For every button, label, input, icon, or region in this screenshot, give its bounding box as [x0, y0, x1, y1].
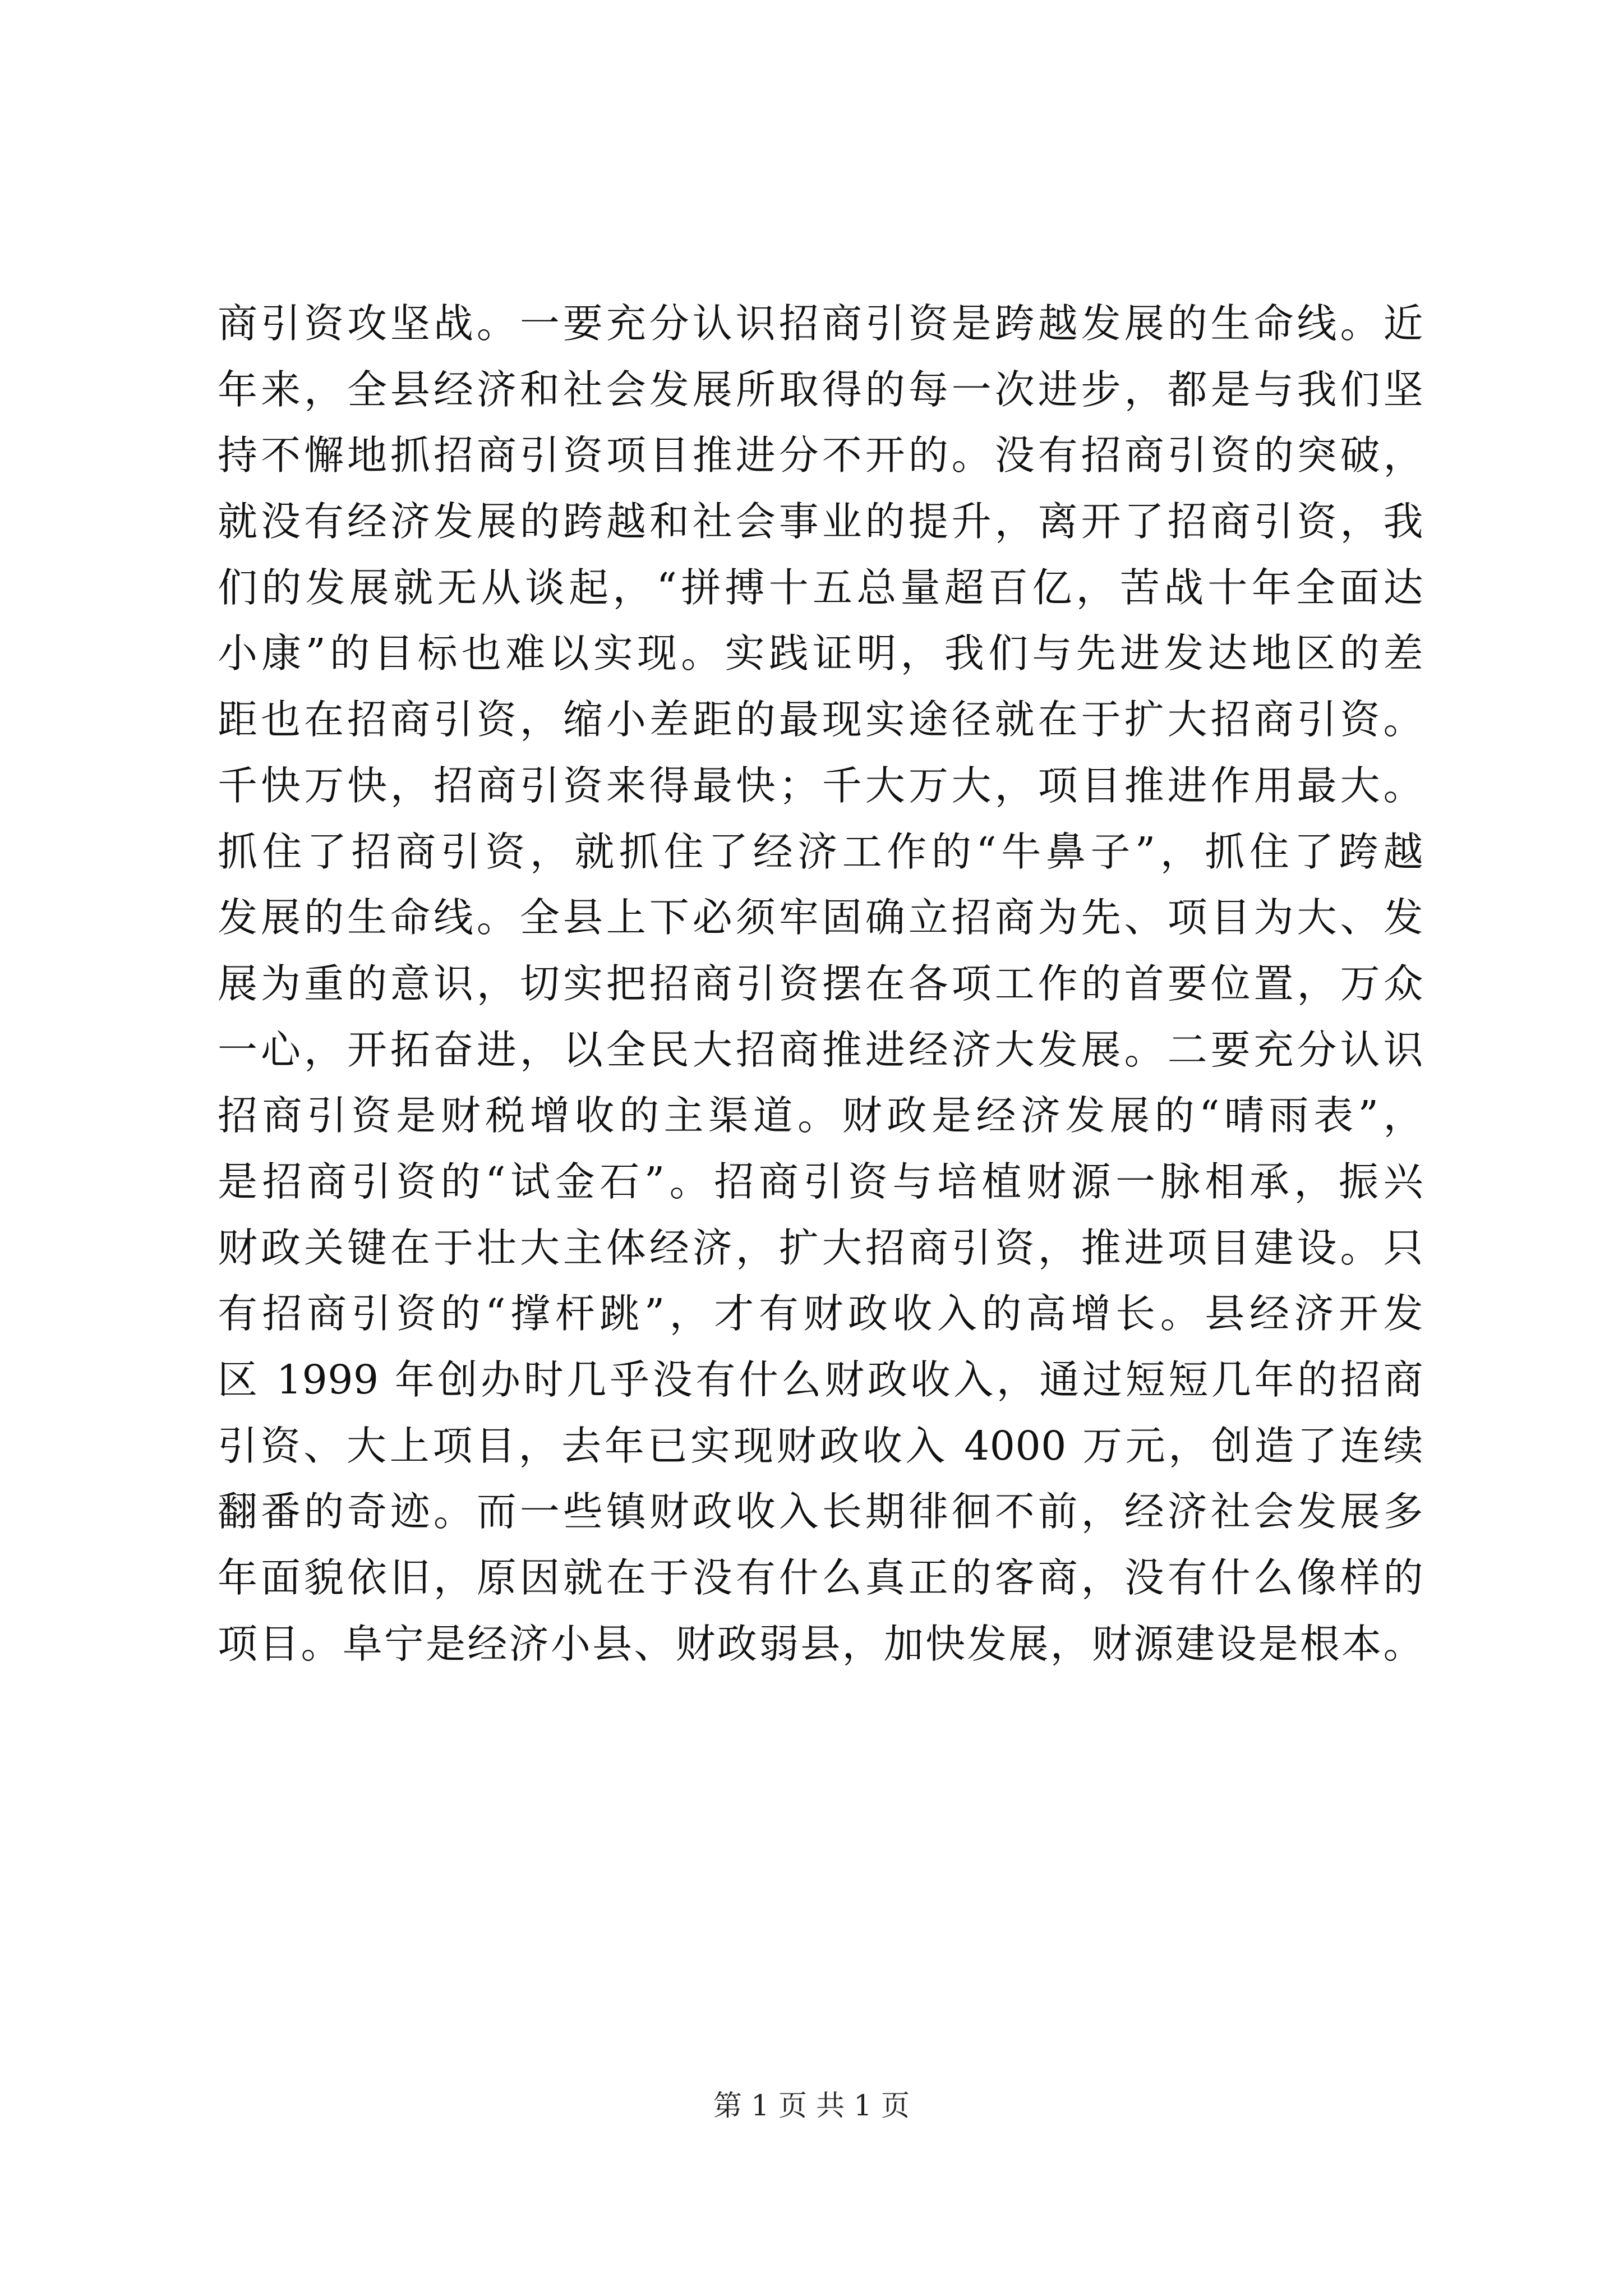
text-line: 财政关键在于壮大主体经济，扩大招商引资，推进项目建设。只	[218, 1224, 1423, 1271]
text-line: 招商引资是财税增收的主渠道。财政是经济发展的“晴雨表”，	[218, 1092, 1423, 1139]
text-line: 距也在招商引资，缩小差距的最现实途径就在于扩大招商引资。	[218, 696, 1423, 743]
text-line: 有招商引资的“撑杆跳”，才有财政收入的高增长。县经济开发	[218, 1290, 1423, 1337]
text-line: 发展的生命线。全县上下必须牢固确立招商为先、项目为大、发	[218, 894, 1423, 941]
text-line: 引资、大上项目，去年已实现财政收入 4000 万元，创造了连续	[218, 1422, 1423, 1469]
text-line: 展为重的意识，切实把招商引资摆在各项工作的首要位置，万众	[218, 960, 1423, 1007]
page-footer: 第 1 页 共 1 页	[713, 2090, 910, 2123]
text-line: 商引资攻坚战。一要充分认识招商引资是跨越发展的生命线。近	[218, 300, 1423, 347]
text-line: 们的发展就无从谈起，“拼搏十五总量超百亿，苦战十年全面达	[218, 564, 1423, 611]
body-text	[218, 291, 1423, 1677]
text-line: 千快万快，招商引资来得最快；千大万大，项目推进作用最大。	[218, 762, 1423, 809]
text-line: 年来，全县经济和社会发展所取得的每一次进步，都是与我们坚	[218, 366, 1423, 413]
text-line: 持不懈地抓招商引资项目推进分不开的。没有招商引资的突破，	[218, 432, 1423, 479]
text-line: 是招商引资的“试金石”。招商引资与培植财源一脉相承，振兴	[218, 1158, 1423, 1205]
text-line: 就没有经济发展的跨越和社会事业的提升，离开了招商引资，我	[218, 498, 1423, 545]
text-line: 小康”的目标也难以实现。实践证明，我们与先进发达地区的差	[218, 630, 1423, 677]
text-line: 项目。阜宁是经济小县、财政弱县，加快发展，财源建设是根本。	[218, 1620, 1423, 1667]
text-line: 抓住了招商引资，就抓住了经济工作的“牛鼻子”，抓住了跨越	[218, 828, 1423, 875]
text-line: 年面貌依旧，原因就在于没有什么真正的客商，没有什么像样的	[218, 1554, 1423, 1602]
text-line: 翻番的奇迹。而一些镇财政收入长期徘徊不前，经济社会发展多	[218, 1488, 1423, 1535]
text-line: 区 1999 年创办时几乎没有什么财政收入，通过短短几年的招商	[218, 1356, 1423, 1403]
text-line: 一心，开拓奋进，以全民大招商推进经济大发展。二要充分认识	[218, 1026, 1423, 1073]
